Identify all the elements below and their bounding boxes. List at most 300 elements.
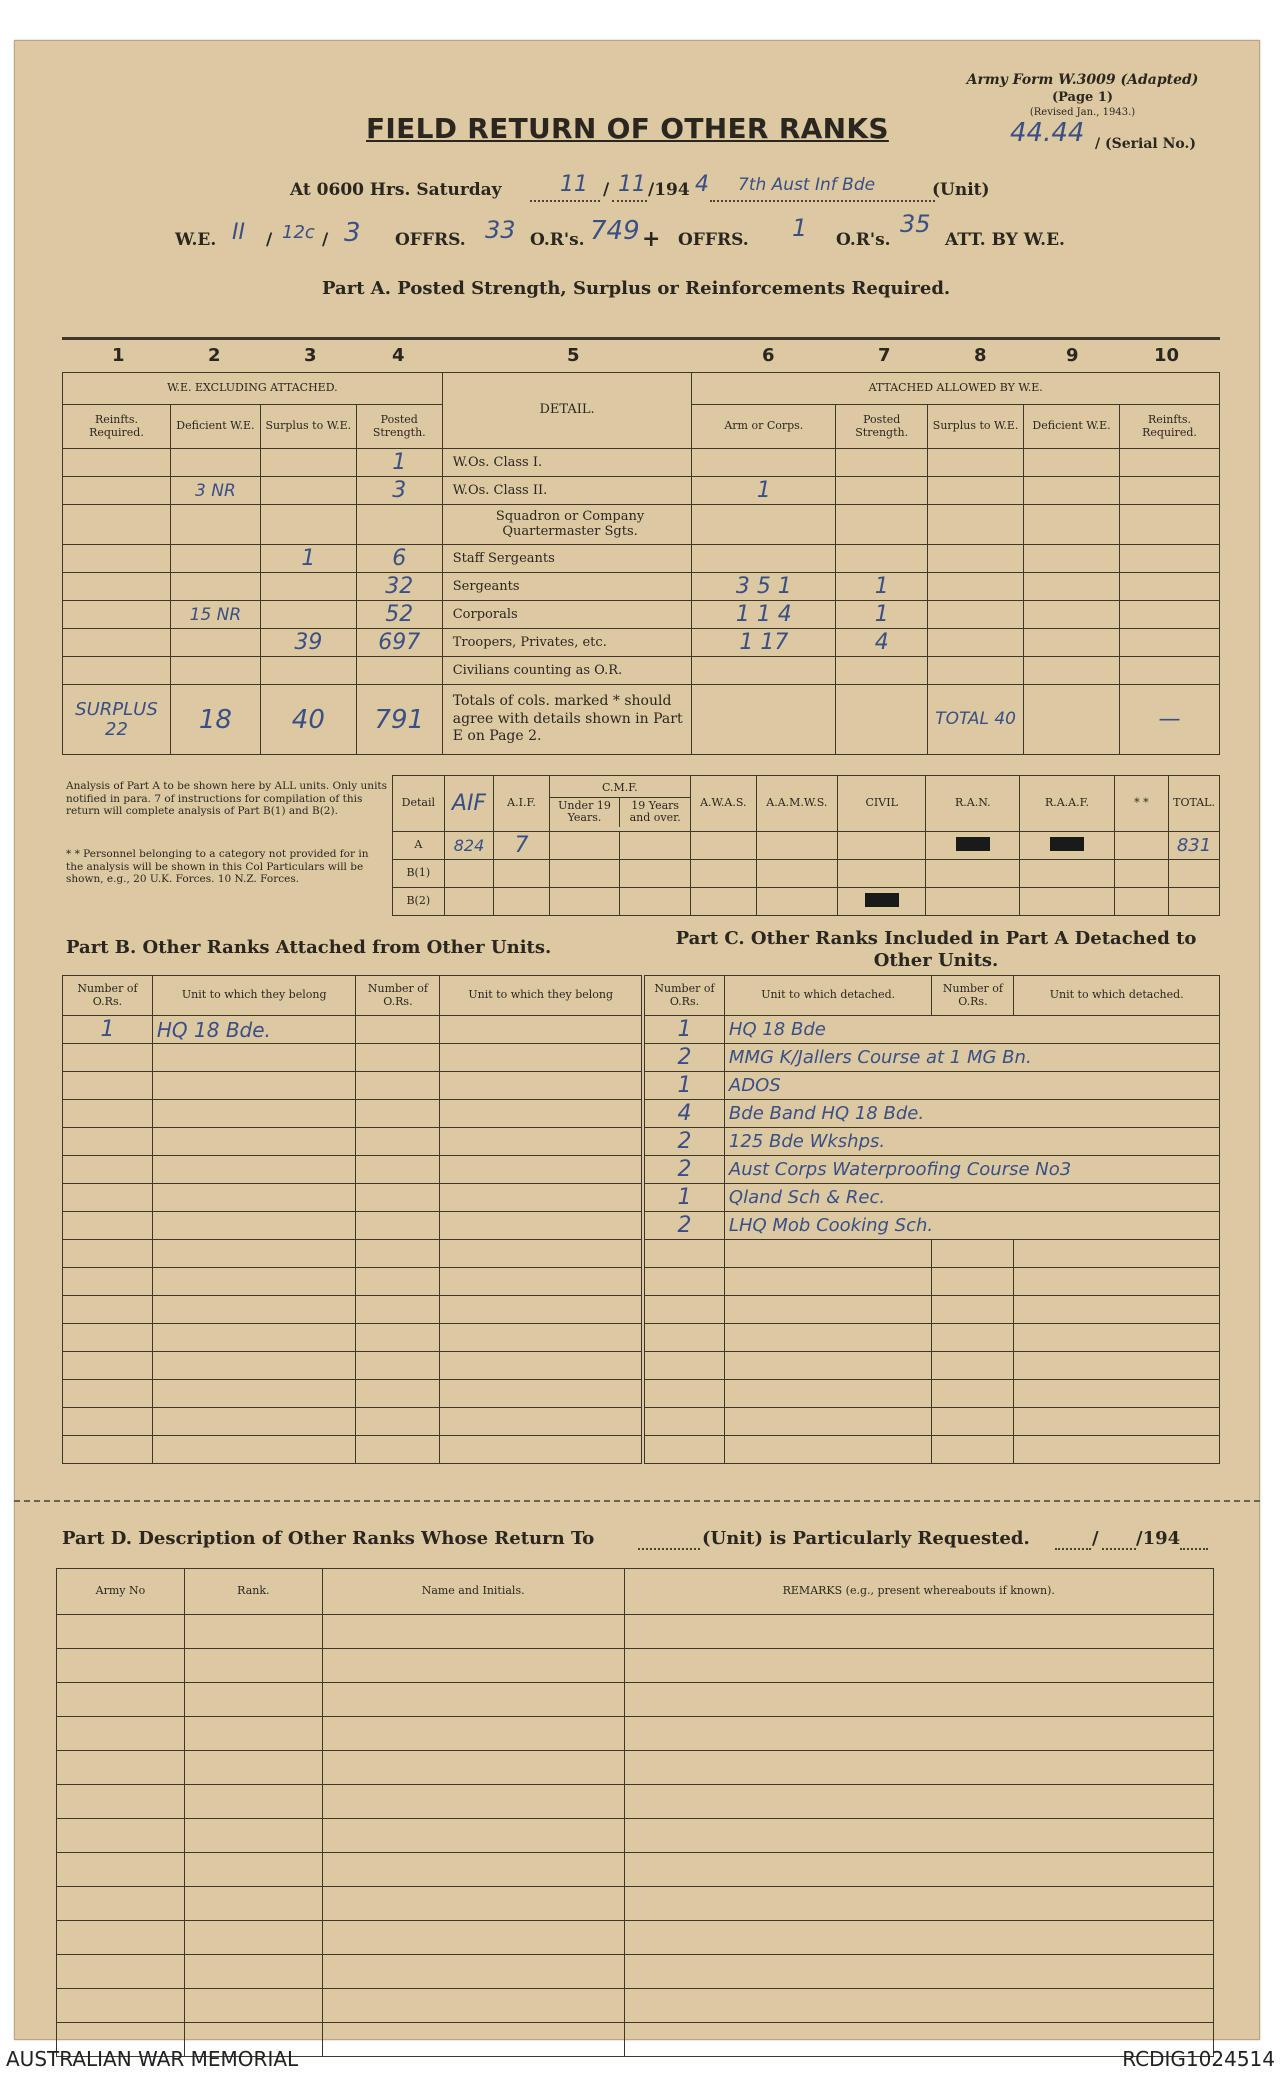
footer-right: RCDIG1024514 — [1122, 2047, 1275, 2071]
analysis-row-b2 — [393, 888, 1220, 916]
cell — [1024, 573, 1120, 601]
cell — [1014, 1324, 1220, 1352]
cell — [184, 1683, 322, 1717]
cell — [440, 1072, 642, 1100]
analysis-awas-header: A.W.A.S. — [691, 776, 757, 832]
cell — [549, 888, 620, 916]
cell — [152, 1324, 356, 1352]
cell — [356, 1044, 440, 1072]
cell — [1020, 860, 1114, 888]
cell — [932, 1352, 1014, 1380]
part-c-hdr-num-2: Number of O.Rs. — [932, 976, 1014, 1016]
cell — [724, 1352, 932, 1380]
table-row — [63, 1380, 642, 1408]
table-row — [63, 1240, 642, 1268]
cell — [624, 1649, 1213, 1683]
part-a-top-rule — [62, 337, 1220, 340]
date-month: 11 — [618, 172, 646, 197]
cell — [184, 1887, 322, 1921]
cell — [322, 1955, 624, 1989]
ors-label: O.R's. — [530, 230, 585, 250]
we-slash-1: / — [266, 230, 273, 250]
cell — [322, 1615, 624, 1649]
serial-label: / (Serial No.) — [1095, 136, 1196, 152]
part-c-num: 1 — [645, 1016, 725, 1044]
cell — [322, 1785, 624, 1819]
date-month-line — [612, 200, 647, 202]
cell — [620, 888, 691, 916]
cmf-under-19: Under 19 Years. — [550, 798, 621, 827]
cell — [356, 1156, 440, 1184]
cell — [1024, 477, 1120, 505]
analysis-other-header: * * — [1114, 776, 1168, 832]
att-label: ATT. BY W.E. — [945, 230, 1065, 250]
cell — [549, 832, 620, 860]
cell — [1024, 449, 1120, 477]
cell — [1120, 449, 1220, 477]
cell — [152, 1296, 356, 1324]
analysis-detail-header: Detail — [393, 776, 445, 832]
cell — [1014, 1240, 1220, 1268]
cell — [1114, 832, 1168, 860]
cell — [260, 573, 356, 601]
cell — [756, 888, 838, 916]
part-c-num: 2 — [645, 1156, 725, 1184]
col-num-10: 10 — [1154, 345, 1180, 366]
cell — [57, 1683, 185, 1717]
cell — [57, 1717, 185, 1751]
table-row — [57, 1683, 1214, 1717]
cell — [356, 1380, 440, 1408]
cell — [1014, 1352, 1220, 1380]
cell — [692, 657, 836, 685]
total-reinfts: SURPLUS 22 — [63, 685, 171, 755]
cell — [926, 888, 1020, 916]
part-c-unit: Bde Band HQ 18 Bde. — [724, 1100, 1219, 1128]
cell — [184, 1649, 322, 1683]
we-3: 3 — [344, 218, 361, 248]
cell — [440, 1324, 642, 1352]
part-c-unit: MMG K/Jallers Course at 1 MG Bn. — [724, 1044, 1219, 1072]
cell — [322, 1683, 624, 1717]
cell — [322, 1853, 624, 1887]
analysis-note: Analysis of Part A to be shown here by ALL units. Only units notified in para. 7 of instructions for compilation of this return will complete analysis of Part B(1) and B(2). — [66, 780, 388, 818]
total-surplus: 40 — [260, 685, 356, 755]
cell — [932, 1240, 1014, 1268]
cell — [322, 1751, 624, 1785]
total-posted: 791 — [356, 685, 442, 755]
cell — [184, 1751, 322, 1785]
detail-label: W.Os. Class II. — [442, 477, 692, 505]
cell — [756, 860, 838, 888]
part-b-hdr-num: Number of O.Rs. — [63, 976, 153, 1016]
cell: 697 — [356, 629, 442, 657]
hdr-posted-strength-att: Posted Strength. — [836, 405, 928, 449]
cell — [624, 1683, 1213, 1717]
totals-label: Totals of cols. marked * should agree with details shown in Part E on Page 2. — [442, 685, 692, 755]
we-slash-2: / — [322, 230, 329, 250]
part-d-unit-line — [638, 1548, 700, 1550]
offrs2-value: 1 — [792, 214, 808, 242]
cell — [494, 860, 549, 888]
cell — [1120, 629, 1220, 657]
table-row — [645, 1044, 1220, 1072]
cell — [932, 1268, 1014, 1296]
unit-name: 7th Aust Inf Bde — [738, 175, 876, 195]
hdr-arm-or-corps: Arm or Corps. — [692, 405, 836, 449]
cell — [63, 1296, 153, 1324]
cell — [57, 1955, 185, 1989]
part-a-title: Part A. Posted Strength, Surplus or Reinforcements Required. — [322, 278, 951, 299]
part-b-hdr-num-2: Number of O.Rs. — [356, 976, 440, 1016]
cell — [926, 832, 1020, 860]
cell — [152, 1044, 356, 1072]
detail-label: W.Os. Class I. — [442, 449, 692, 477]
cell — [724, 1268, 932, 1296]
table-row — [57, 1751, 1214, 1785]
part-c-unit: LHQ Mob Cooking Sch. — [724, 1212, 1219, 1240]
table-row — [645, 1184, 1220, 1212]
cell: 4 — [836, 629, 928, 657]
part-c-hdr-unit: Unit to which detached. — [724, 976, 932, 1016]
analysis-cmf-header — [549, 776, 690, 832]
table-row — [57, 1853, 1214, 1887]
cell — [356, 1128, 440, 1156]
cell — [184, 1921, 322, 1955]
analysis-raaf-header: R.A.A.F. — [1020, 776, 1114, 832]
table-row — [57, 1717, 1214, 1751]
cell — [440, 1156, 642, 1184]
we-2: 12c — [282, 222, 315, 243]
table-row — [57, 1785, 1214, 1819]
cell: 1 — [260, 545, 356, 573]
part-d-hdr-rank: Rank. — [184, 1569, 322, 1615]
table-row — [63, 1352, 642, 1380]
cell — [440, 1296, 642, 1324]
cell — [932, 1408, 1014, 1436]
cell — [152, 1408, 356, 1436]
cell — [356, 1100, 440, 1128]
part-c-title: Part C. Other Ranks Included in Part A Detached to Other Units. — [675, 928, 1197, 971]
cell: 3 5 1 — [692, 573, 836, 601]
date-day-line — [530, 200, 600, 202]
cmf-sub — [550, 798, 690, 827]
table-row — [645, 1436, 1220, 1464]
cmf-19-over: 19 Years and over. — [629, 798, 681, 825]
cell — [184, 1785, 322, 1819]
cell: 3 NR — [170, 477, 260, 505]
cell — [756, 832, 838, 860]
ors-value: 749 — [590, 216, 640, 246]
form-title: FIELD RETURN OF OTHER RANKS — [366, 112, 889, 145]
row-wo2 — [63, 477, 1220, 505]
cell — [645, 1352, 725, 1380]
personnel-note: * * Personnel belonging to a category not provided for in the analysis will be shown in this Col Particulars will be shown, e.g., 20 U.K. Forces. 10 N.Z. Forces. — [66, 848, 369, 886]
total-surplus-att: TOTAL 40 — [928, 685, 1024, 755]
cell — [724, 1408, 932, 1436]
table-row — [63, 1156, 642, 1184]
cell — [440, 1016, 642, 1044]
cell: 1 — [836, 601, 928, 629]
ors2-value: 35 — [900, 210, 931, 238]
part-c-unit: ADOS — [724, 1072, 1219, 1100]
part-c-num: 2 — [645, 1212, 725, 1240]
cell — [57, 1751, 185, 1785]
cell — [57, 1819, 185, 1853]
cell — [624, 1921, 1213, 1955]
cell — [1120, 545, 1220, 573]
cell — [1120, 601, 1220, 629]
table-row — [63, 1408, 642, 1436]
cell — [322, 1649, 624, 1683]
cell — [1024, 601, 1120, 629]
cell — [691, 860, 757, 888]
cell — [932, 1296, 1014, 1324]
total-deficient: 18 — [170, 685, 260, 755]
table-row — [645, 1072, 1220, 1100]
cell — [645, 1296, 725, 1324]
part-c-num: 4 — [645, 1100, 725, 1128]
col-num-8: 8 — [974, 345, 987, 366]
cell — [322, 1989, 624, 2023]
total-reinfts-att: — — [1120, 685, 1220, 755]
detail-label: Corporals — [442, 601, 692, 629]
blackout-box — [1050, 837, 1084, 851]
part-a-table — [62, 372, 1220, 755]
analysis-row-label: A — [393, 832, 445, 860]
cell — [63, 505, 171, 545]
cell — [184, 1819, 322, 1853]
cell — [836, 685, 928, 755]
cell — [928, 657, 1024, 685]
we-excluding-header: W.E. EXCLUDING ATTACHED. — [63, 373, 443, 405]
cell — [1120, 657, 1220, 685]
part-c-num: 2 — [645, 1128, 725, 1156]
cell — [624, 1751, 1213, 1785]
table-row — [63, 1212, 642, 1240]
cell — [184, 1615, 322, 1649]
cell — [1024, 545, 1120, 573]
table-row — [63, 1100, 642, 1128]
part-b-table — [62, 975, 642, 1464]
cell — [1120, 573, 1220, 601]
date-slash: / — [603, 180, 610, 200]
cell — [624, 1785, 1213, 1819]
cell — [645, 1408, 725, 1436]
cell — [932, 1436, 1014, 1464]
part-d-title-mid: (Unit) is Particularly Requested. — [702, 1528, 1030, 1549]
row-troopers — [63, 629, 1220, 657]
cell — [624, 1989, 1213, 2023]
part-c-unit: 125 Bde Wkshps. — [724, 1128, 1219, 1156]
cell — [356, 1240, 440, 1268]
cell — [260, 505, 356, 545]
cell — [152, 1352, 356, 1380]
cell — [170, 629, 260, 657]
cell — [63, 1100, 153, 1128]
cell — [260, 477, 356, 505]
cell — [724, 1436, 932, 1464]
detail-label: Sergeants — [442, 573, 692, 601]
cell — [1020, 832, 1114, 860]
cell — [63, 1324, 153, 1352]
cell — [1024, 657, 1120, 685]
cell — [928, 601, 1024, 629]
part-b-hdr-unit: Unit to which they belong — [152, 976, 356, 1016]
cell — [152, 1380, 356, 1408]
cell: 1 — [356, 449, 442, 477]
part-b-title: Part B. Other Ranks Attached from Other Units. — [66, 937, 552, 958]
cell — [440, 1240, 642, 1268]
cell — [63, 477, 171, 505]
cell — [63, 1436, 153, 1464]
cmf-label: C.M.F. — [550, 780, 690, 798]
detail-header: DETAIL. — [442, 373, 692, 449]
date-year-prefix: /194 — [648, 180, 690, 200]
cell — [928, 573, 1024, 601]
date-day: 11 — [560, 172, 588, 197]
col-num-2: 2 — [208, 345, 221, 366]
hdr-surplus-we-att: Surplus to W.E. — [928, 405, 1024, 449]
cell — [645, 1240, 725, 1268]
table-row — [57, 1649, 1214, 1683]
table-row — [63, 1044, 642, 1072]
cell — [440, 1184, 642, 1212]
cell — [1120, 477, 1220, 505]
cell — [928, 629, 1024, 657]
cell — [1169, 888, 1220, 916]
cell: 15 NR — [170, 601, 260, 629]
cell — [63, 1184, 153, 1212]
hdr-reinfts-required-att: Reinfts. Required. — [1120, 405, 1220, 449]
detail-label: Troopers, Privates, etc. — [442, 629, 692, 657]
cell — [836, 545, 928, 573]
cell — [356, 1352, 440, 1380]
analysis-row-label: B(1) — [393, 860, 445, 888]
cell — [170, 505, 260, 545]
cell — [645, 1436, 725, 1464]
cell — [63, 1128, 153, 1156]
cell: 3 — [356, 477, 442, 505]
cell — [63, 1408, 153, 1436]
cell — [356, 1296, 440, 1324]
cell — [645, 1380, 725, 1408]
detail-label: Squadron or Company Quartermaster Sgts. — [442, 505, 692, 545]
cell: 6 — [356, 545, 442, 573]
offrs-label: OFFRS. — [395, 230, 466, 250]
we-label: W.E. — [175, 230, 217, 250]
cell — [63, 545, 171, 573]
cell — [63, 1352, 153, 1380]
row-sergeants — [63, 573, 1220, 601]
cell — [1024, 685, 1120, 755]
cell — [932, 1324, 1014, 1352]
hdr-posted-strength: Posted Strength. — [356, 405, 442, 449]
blackout-box — [956, 837, 990, 851]
unit-line — [710, 200, 935, 202]
cell — [440, 1268, 642, 1296]
cell — [836, 657, 928, 685]
cell — [724, 1380, 932, 1408]
offrs-value: 33 — [485, 216, 516, 244]
cell: 39 — [260, 629, 356, 657]
hdr-deficient-we-att: Deficient W.E. — [1024, 405, 1120, 449]
cell — [1014, 1408, 1220, 1436]
cell — [724, 1324, 932, 1352]
cell — [152, 1268, 356, 1296]
table-row — [63, 1324, 642, 1352]
table-row — [57, 1887, 1214, 1921]
part-c-unit: HQ 18 Bde — [724, 1016, 1219, 1044]
col-num-3: 3 — [304, 345, 317, 366]
cell — [1114, 888, 1168, 916]
cell: 52 — [356, 601, 442, 629]
plus-sign: + — [642, 226, 661, 252]
revision-date: (Revised Jan., 1943.) — [1029, 107, 1136, 118]
cell — [494, 888, 549, 916]
cell — [928, 449, 1024, 477]
table-row — [645, 1352, 1220, 1380]
table-row — [645, 1016, 1220, 1044]
cell — [63, 1072, 153, 1100]
cell — [152, 1184, 356, 1212]
table-row — [63, 1268, 642, 1296]
cell — [57, 1921, 185, 1955]
part-b-hdr-unit-2: Unit to which they belong — [440, 976, 642, 1016]
cell — [444, 860, 494, 888]
cell — [322, 1921, 624, 1955]
cell — [170, 657, 260, 685]
analysis-aif-mark: AIF — [444, 776, 494, 832]
row-corporals — [63, 601, 1220, 629]
col-num-7: 7 — [878, 345, 891, 366]
cell — [63, 1240, 153, 1268]
cell — [184, 1955, 322, 1989]
cell — [440, 1212, 642, 1240]
cell — [170, 545, 260, 573]
cell — [440, 1100, 642, 1128]
table-row — [645, 1100, 1220, 1128]
cell — [1014, 1296, 1220, 1324]
cell — [691, 832, 757, 860]
cell — [152, 1156, 356, 1184]
perforation-line — [14, 1500, 1260, 1502]
cell — [57, 1853, 185, 1887]
part-c-hdr-unit-2: Unit to which detached. — [1014, 976, 1220, 1016]
cell — [356, 1324, 440, 1352]
cell — [836, 449, 928, 477]
table-row — [645, 1324, 1220, 1352]
col-num-5: 5 — [567, 345, 580, 366]
cell — [63, 1212, 153, 1240]
cell — [624, 1819, 1213, 1853]
part-d-year-line — [1180, 1548, 1208, 1550]
part-c-num: 1 — [645, 1072, 725, 1100]
hdr-reinfts-required: Reinfts. Required. — [63, 405, 171, 449]
part-c-unit: Qland Sch & Rec. — [724, 1184, 1219, 1212]
cell — [152, 1436, 356, 1464]
cell — [63, 1380, 153, 1408]
table-row — [63, 1296, 642, 1324]
cell — [928, 545, 1024, 573]
cell — [356, 1072, 440, 1100]
part-c-num: 2 — [645, 1044, 725, 1072]
cell — [184, 1989, 322, 2023]
detail-label: Staff Sergeants — [442, 545, 692, 573]
cell — [692, 545, 836, 573]
table-row — [63, 1072, 642, 1100]
cell — [322, 1717, 624, 1751]
